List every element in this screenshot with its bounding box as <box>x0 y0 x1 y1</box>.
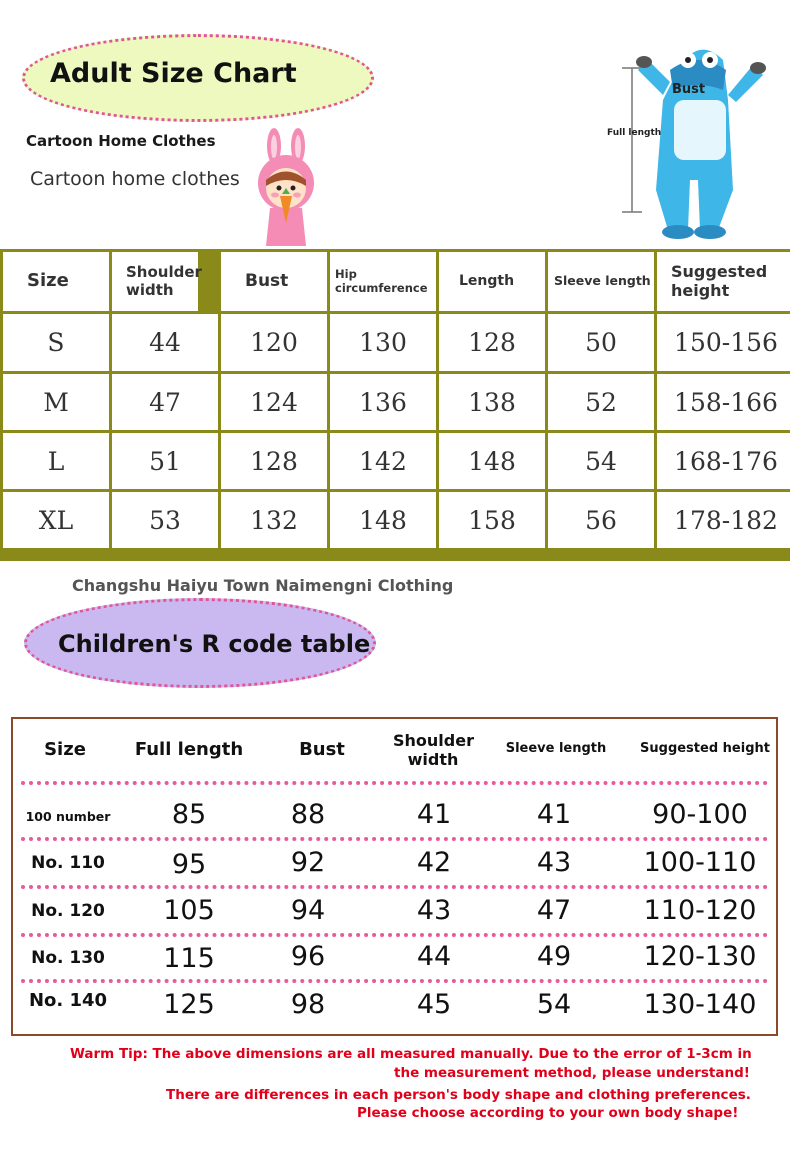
adult-cell: 44 <box>112 314 218 371</box>
adult-header-shoulder: Shoulder width <box>112 252 198 311</box>
kids-size-label: 100 number <box>25 809 111 824</box>
kids-cell: 45 <box>416 989 452 1020</box>
adult-cell: 124 <box>221 374 327 430</box>
adult-cell: 150-156 <box>657 314 790 371</box>
kids-cell: 41 <box>536 799 572 830</box>
kids-cell: 85 <box>171 799 207 830</box>
bust-label: Bust <box>672 82 706 97</box>
kids-cell: 43 <box>536 847 572 878</box>
kids-cell: 125 <box>163 989 215 1020</box>
bunny-girl-illustration <box>246 128 326 248</box>
adult-cell: 56 <box>548 492 654 548</box>
adult-cell: 136 <box>330 374 436 430</box>
kids-cell: 41 <box>416 799 452 830</box>
kids-cell: 110-120 <box>643 895 757 926</box>
adult-title: Adult Size Chart <box>50 58 297 89</box>
blue-onesie-figure <box>608 40 778 240</box>
kids-cell: 54 <box>536 989 572 1020</box>
divider <box>21 979 768 983</box>
adult-cell: 148 <box>330 492 436 548</box>
tip-line-1: Warm Tip: The above dimensions are all measured manually. Due to the error of 1-3cm in <box>70 1046 752 1062</box>
kids-size-label: No. 120 <box>31 901 105 921</box>
divider <box>21 781 768 785</box>
adult-cell: 142 <box>330 433 436 489</box>
kids-cell: 43 <box>416 895 452 926</box>
kids-cell: 44 <box>416 941 452 972</box>
kids-header-bust: Bust <box>299 739 345 760</box>
kids-size-label: No. 140 <box>28 990 108 1011</box>
kids-header-shoulder: Shoulder width <box>393 731 474 770</box>
adult-cell: 132 <box>221 492 327 548</box>
adult-cell: 138 <box>439 374 545 430</box>
kids-cell: 100-110 <box>643 847 757 878</box>
adult-cell: 50 <box>548 314 654 371</box>
kids-cell: 120-130 <box>643 941 757 972</box>
adult-cell: 128 <box>221 433 327 489</box>
kids-size-label: No. 130 <box>31 948 105 968</box>
adult-cell: 120 <box>221 314 327 371</box>
tip-line-2: the measurement method, please understand! <box>394 1065 750 1081</box>
tip-line-4: Please choose according to your own body shape! <box>357 1105 739 1121</box>
subtitle: Cartoon home clothes <box>30 168 240 190</box>
kids-cell: 115 <box>163 943 215 974</box>
adult-size-table <box>0 249 790 561</box>
divider <box>21 885 768 889</box>
adult-cell: 178-182 <box>657 492 790 548</box>
divider <box>21 837 768 841</box>
adult-cell: 51 <box>112 433 218 489</box>
adult-cell: S <box>3 314 109 371</box>
children-size-table <box>11 717 778 1036</box>
adult-header-sleeve: Sleeve length <box>548 252 654 311</box>
subtitle-bold: Cartoon Home Clothes <box>26 132 216 150</box>
adult-cell: 53 <box>112 492 218 548</box>
kids-cell: 95 <box>171 849 207 880</box>
adult-header-length: Length <box>439 252 545 311</box>
kids-header-size: Size <box>44 739 86 760</box>
kids-cell: 105 <box>163 895 215 926</box>
adult-cell: 47 <box>112 374 218 430</box>
adult-header-hip: Hip circumference <box>330 252 436 311</box>
full-length-label: Full length <box>607 128 662 138</box>
adult-cell: 158 <box>439 492 545 548</box>
kids-header-height: Suggested height <box>640 741 770 756</box>
adult-cell: 54 <box>548 433 654 489</box>
adult-cell: XL <box>3 492 109 548</box>
adult-cell: L <box>3 433 109 489</box>
adult-cell: 168-176 <box>657 433 790 489</box>
kids-cell: 90-100 <box>652 799 748 830</box>
kids-header-sleeve: Sleeve length <box>505 741 607 756</box>
kids-cell: 49 <box>536 941 572 972</box>
kids-cell: 42 <box>416 847 452 878</box>
kids-cell: 98 <box>290 989 326 1020</box>
adult-cell: 52 <box>548 374 654 430</box>
kids-cell: 130-140 <box>643 989 757 1020</box>
kids-cell: 47 <box>536 895 572 926</box>
kids-cell: 96 <box>290 941 326 972</box>
kids-cell: 92 <box>290 847 326 878</box>
adult-cell: 148 <box>439 433 545 489</box>
kids-cell: 94 <box>290 895 326 926</box>
adult-header-bust: Bust <box>221 252 327 311</box>
tip-line-3: There are differences in each person's body shape and clothing preferences. <box>166 1087 751 1103</box>
adult-cell: 128 <box>439 314 545 371</box>
divider <box>21 933 768 937</box>
adult-cell: M <box>3 374 109 430</box>
adult-cell: 130 <box>330 314 436 371</box>
adult-header-height: Suggested height <box>657 252 790 311</box>
kids-size-label: No. 110 <box>31 853 105 873</box>
adult-cell: 158-166 <box>657 374 790 430</box>
children-title: Children's R code table <box>58 630 371 658</box>
kids-header-full-length: Full length <box>134 739 244 760</box>
watermark-text: Changshu Haiyu Town Naimengni Clothing <box>72 576 454 595</box>
kids-cell: 88 <box>290 799 326 830</box>
adult-header-size: Size <box>3 252 109 311</box>
